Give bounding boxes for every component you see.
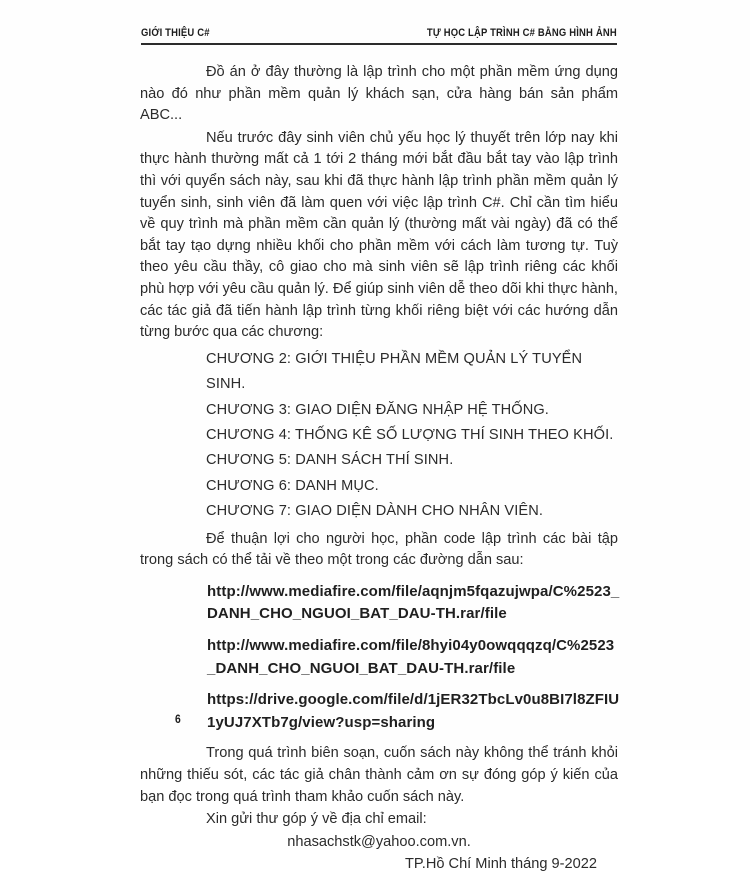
download-link-line: DANH_CHO_NGUOI_BAT_DAU-TH.rar/file: [207, 605, 507, 623]
page-content: [140, 62, 618, 877]
chapter-item-3: CHƯƠNG 3: GIAO DIỆN ĐĂNG NHẬP HỆ THỐNG.: [206, 401, 549, 418]
chapter-item-7: CHƯƠNG 7: GIAO DIỆN DÀNH CHO NHÂN VIÊN.: [206, 503, 544, 520]
chapter-item-6: CHƯƠNG 6: DANH MỤC.: [206, 477, 379, 494]
sign-off: TP.Hồ Chí Minh tháng 9-2022: [405, 856, 597, 873]
chapter-list: [140, 347, 618, 525]
download-link-mediafire-2: [207, 635, 618, 680]
download-link-mediafire-1: [207, 581, 618, 626]
chapter-item-4: CHƯƠNG 4: THỐNG KÊ SỐ LƯỢNG THÍ SINH THEO KHỐI.: [206, 426, 614, 443]
chapter-item-5: CHƯƠNG 5: DANH SÁCH THÍ SINH.: [206, 452, 454, 469]
running-header-right: TỰ HỌC LẬP TRÌNH C# BẰNG HÌNH ẢNH: [427, 27, 617, 39]
chapter-item-2: CHƯƠNG 2: GIỚI THIỆU PHẦN MỀM QUẢN LÝ TUYỂN SINH.: [206, 350, 583, 393]
running-header: [141, 27, 617, 39]
paragraph-feedback: Xin gửi thư góp ý về địa chỉ email:: [206, 811, 427, 828]
download-link-line: https://drive.google.com/file/d/1jER32TbcLv0u8BI7l8ZFIU: [207, 691, 620, 709]
paragraph-intro: Đồ án ở đây thường là lập trình cho một phần mềm ứng dụng nào đó như phần mềm quản lý khách sạn, cửa hàng bán sản phẩm ABC...: [140, 64, 618, 124]
download-links: [140, 581, 618, 735]
contact-email: nhasachstk@yahoo.com.vn.: [287, 833, 471, 850]
download-link-line: http://www.mediafire.com/file/8hyi04y0owqqqzq/C%2523: [207, 636, 615, 654]
paragraph-download-intro: Để thuận lợi cho người học, phần code lập trình các bài tập trong sách có thể tải về theo một trong các đường dẫn sau:: [140, 530, 618, 569]
download-link-line: 1yUJ7XTb7g/view?usp=sharing: [207, 713, 436, 731]
header-rule: [141, 43, 617, 45]
download-link-line: _DANH_CHO_NGUOI_BAT_DAU-TH.rar/file: [207, 659, 516, 677]
paragraph-apology: Trong quá trình biên soạn, cuốn sách này không thể tránh khỏi những thiếu sót, các tác giả chân thành cảm ơn sự đóng góp ý kiến của bạn đọc trong quá trình tham khảo cuốn sách này.: [140, 745, 618, 805]
paragraph-practice: Nếu trước đây sinh viên chủ yếu học lý thuyết trên lớp nay khi thực hành thường mất cả 1 tới 2 tháng mới bắt đầu bắt tay vào lập trình thì với quyển sách này, sau khi đã thực hành lập trình phần mềm quản lý tuyển sinh, sinh viên đã làm quen với việc lập trình C#. Chỉ cần tìm hiểu về quy trình mà phần mềm cần quản lý (thường mất vài ngày) đã có thể bắt tay tạo dựng nhiều khối cho phần mềm với cách làm tương tự. Tuỳ theo yêu cầu thầy, cô giao cho mà sinh viên sẽ lập trình riêng các khối phù hợp với yêu cầu quản lý. Để giúp sinh viên dễ theo dõi khi thực hành, các tác giả đã tiến hành lập trình từng khối riêng biệt với các hướng dẫn từng bước qua các chương:: [140, 129, 618, 341]
download-link-line: http://www.mediafire.com/file/aqnjm5fqazujwpa/C%2523_: [207, 582, 620, 600]
page-number: 6: [175, 714, 181, 726]
running-header-left: GIỚI THIỆU C#: [141, 27, 210, 39]
download-link-gdrive: [207, 689, 618, 734]
